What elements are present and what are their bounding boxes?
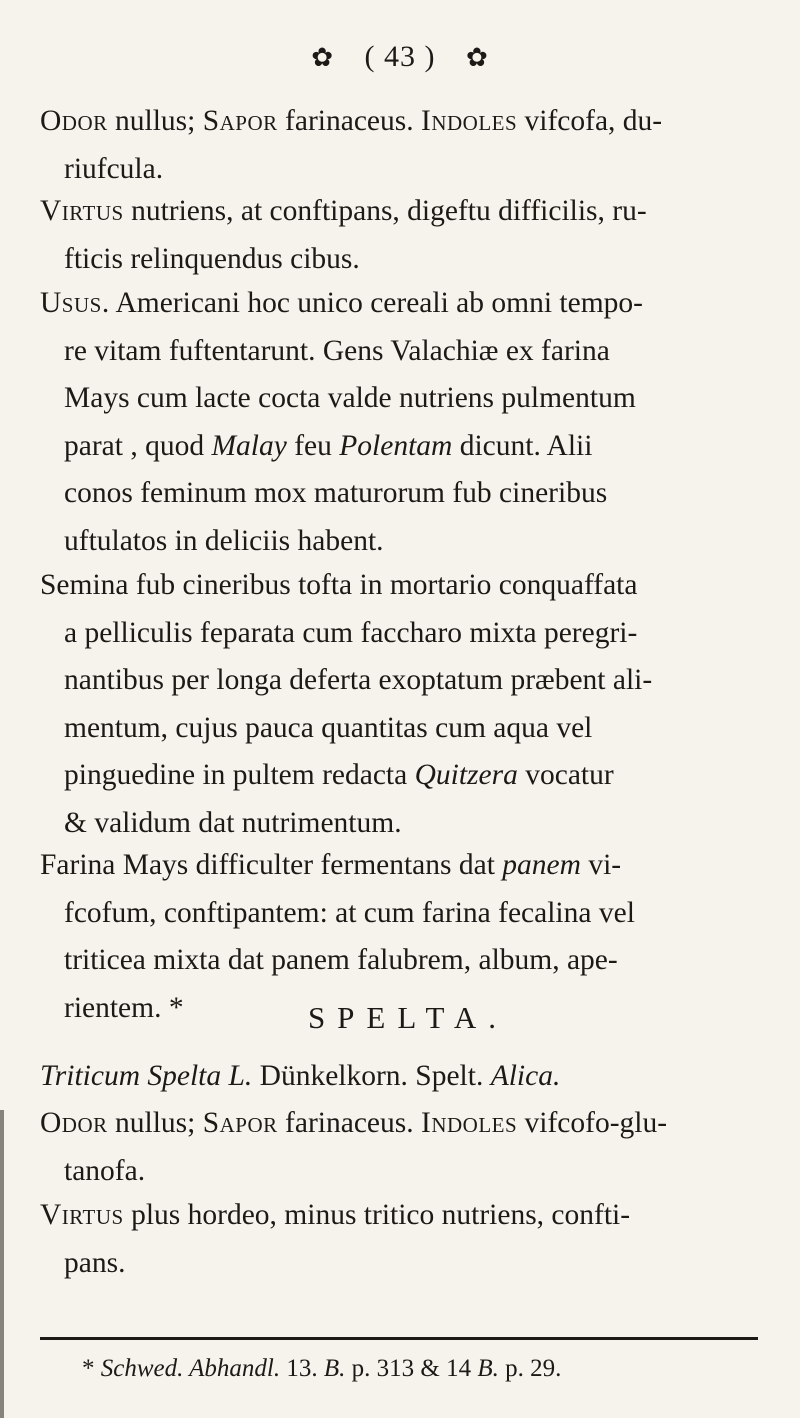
text-line: fticis relinquendus cibus. bbox=[64, 242, 360, 275]
page-number: ( 43 ) bbox=[364, 40, 436, 73]
text-line: rientem. * bbox=[64, 991, 184, 1024]
text-line: conos feminum mox maturorum fub cineribus bbox=[64, 477, 608, 509]
text-line: Virtus plus hordeo, minus tritico nutriens, confti- bbox=[40, 1199, 631, 1231]
text-line: Semina fub cineribus tofta in mortario conquaffata bbox=[40, 569, 638, 601]
text-line: uftulatos in deliciis habent. bbox=[64, 524, 384, 557]
text-line: fcofum, conftipantem: at cum farina fecalina vel bbox=[64, 896, 635, 929]
page-header bbox=[0, 40, 800, 74]
text-line: Triticum Spelta L. Dünkelkorn. Spelt. Alica. bbox=[40, 1060, 561, 1092]
footnote: * Schwed. Abhandl. 13. B. p. 313 & 14 B. p. 29. bbox=[82, 1355, 562, 1382]
text-line: re vitam fuftentarunt. Gens Valachiæ ex farina bbox=[64, 334, 610, 367]
text-line: Virtus nutriens, at conftipans, digeftu difficilis, ru- bbox=[40, 195, 647, 227]
paragraph-virtus-spelta bbox=[40, 1192, 780, 1287]
text-line: a pelliculis feparata cum faccharo mixta peregri- bbox=[64, 616, 638, 649]
text-line: pinguedine in pultem redacta Quitzera vocatur bbox=[64, 759, 614, 791]
text-line: triticea mixta dat panem falubrem, album, ape- bbox=[64, 944, 618, 976]
paragraph-semina bbox=[40, 562, 780, 847]
text-line: Usus. Americani hoc unico cereali ab omni tempo- bbox=[40, 287, 643, 319]
paragraph-virtus-mays bbox=[40, 188, 780, 283]
ornament-left-icon: ✿ bbox=[311, 43, 334, 72]
text-line: nantibus per longa deferta exoptatum præbent ali- bbox=[64, 664, 653, 696]
text-line: riufcula. bbox=[64, 152, 164, 185]
section-heading: SPELTA. bbox=[307, 1000, 509, 1035]
paragraph-odor-spelta bbox=[40, 1100, 780, 1195]
text-line: Mays cum lacte cocta valde nutriens pulmentum bbox=[64, 382, 636, 414]
text-line: pans. bbox=[64, 1246, 126, 1279]
text-line: Farina Mays difficulter fermentans dat panem vi- bbox=[40, 849, 622, 881]
paragraph-odor-mays bbox=[40, 98, 780, 193]
paragraph-species bbox=[40, 1053, 780, 1101]
ornament-right-icon: ✿ bbox=[465, 43, 489, 72]
paragraph-usus bbox=[40, 280, 780, 565]
text-line: Odor nullus; Sapor farinaceus. Indoles vifcofa, du- bbox=[40, 105, 663, 137]
text-line: Odor nullus; Sapor farinaceus. Indoles vifcofo-glu- bbox=[40, 1107, 668, 1139]
text-line: & validum dat nutrimentum. bbox=[64, 806, 402, 839]
footnote-rule bbox=[40, 1337, 758, 1340]
text-line: mentum, cujus pauca quantitas cum aqua vel bbox=[64, 711, 593, 744]
page-edge-shadow bbox=[0, 1110, 4, 1418]
text-line: parat , quod Malay feu Polentam dicunt. Alii bbox=[64, 429, 593, 462]
text-line: tanofa. bbox=[64, 1154, 146, 1187]
